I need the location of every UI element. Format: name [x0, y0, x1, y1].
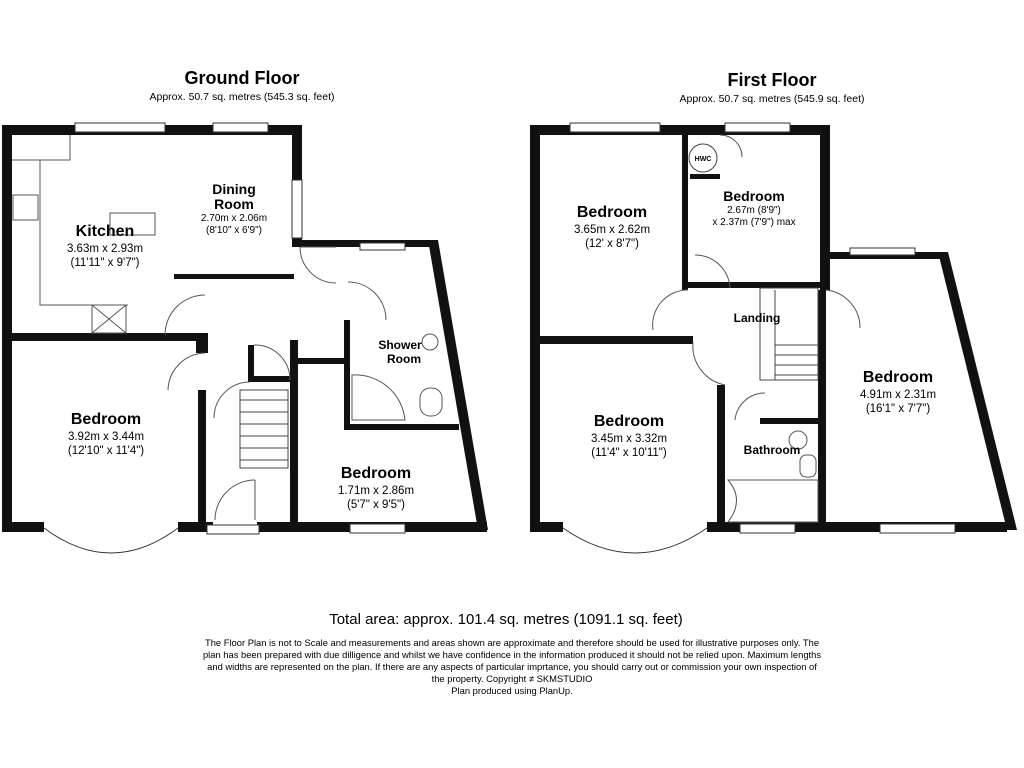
first-stairs	[760, 288, 818, 380]
disclaimer-line-2: plan has been prepared with due dilligence and whilst we have confidence in the information produced it should not be relied upon. Maximum lengths	[202, 649, 822, 660]
front-bedroom-name: Bedroom	[70, 411, 142, 428]
shower-name-2: Room	[387, 352, 421, 366]
kitchen-dim-m: 3.63m x 2.93m	[66, 243, 144, 255]
ground-floor-area: Approx. 50.7 sq. metres (545.3 sq. feet)	[149, 91, 335, 103]
disclaimer-line-5: Plan produced using PlanUp.	[451, 685, 573, 696]
dining-name-2: Room	[214, 196, 254, 212]
first-floor-title: First Floor	[727, 70, 817, 90]
first-bedroom-tl-dim-ft: (12' x 8'7")	[585, 238, 639, 250]
small-bedroom-name: Bedroom	[723, 188, 785, 204]
disclaimer-line-3: and widths are represented on the plan. If there are any aspects of particular imprtance, you should carry out or commission your own inspection of	[207, 661, 817, 672]
ground-bay-window	[44, 528, 178, 553]
total-area: Total area: approx. 101.4 sq. metres (1091.1 sq. feet)	[329, 611, 683, 628]
first-bedroom-tl-name: Bedroom	[576, 204, 648, 221]
landing-label: Landing	[733, 311, 781, 325]
dining-dim-ft: (8'10" x 6'9")	[206, 225, 262, 236]
rear-bedroom-name: Bedroom	[340, 465, 412, 482]
first-bay-window	[563, 528, 707, 553]
first-floor-area: Approx. 50.7 sq. metres (545.9 sq. feet)	[679, 93, 865, 105]
first-bedroom-bl-dim-ft: (11'4" x 10'11")	[591, 447, 667, 459]
ground-stairs	[240, 390, 288, 468]
rear-bedroom-dim-ft: (5'7" x 9'5")	[347, 499, 405, 511]
kitchen-name: Kitchen	[75, 223, 135, 240]
first-bedroom-right-name: Bedroom	[862, 369, 934, 386]
front-bedroom-dim-m: 3.92m x 3.44m	[67, 431, 145, 443]
first-bedroom-right-dim-m: 4.91m x 2.31m	[859, 389, 937, 401]
first-bedroom-right-dim-ft: (16'1" x 7'7")	[865, 403, 931, 415]
first-bedroom-tl-dim-m: 3.65m x 2.62m	[573, 224, 651, 236]
small-bedroom-dim-m: 2.67m (8'9")	[727, 205, 781, 216]
disclaimer-line-4: the property. Copyright ≠ SKMSTUDIO	[431, 673, 593, 684]
dining-name-1: Dining	[212, 181, 256, 197]
first-windows	[570, 123, 955, 533]
ground-floor-title: Ground Floor	[184, 68, 300, 88]
front-bedroom-dim-ft: (12'10" x 11'4")	[67, 445, 145, 457]
shower-name-1: Shower	[378, 338, 422, 352]
bathroom-label: Bathroom	[743, 443, 801, 457]
dining-dim-m: 2.70m x 2.06m	[200, 213, 268, 224]
kitchen-dim-ft: (11'11" x 9'7")	[70, 257, 140, 269]
disclaimer-line-1: The Floor Plan is not to Scale and measurements and areas shown are approximate and therefore should be used for illustrative purposes only. The	[204, 637, 820, 648]
first-walls	[530, 125, 1017, 532]
first-bedroom-bl-dim-m: 3.45m x 3.32m	[590, 433, 668, 445]
small-bedroom-dim-ft: x 2.37m (7'9") max	[712, 217, 796, 228]
hwc-cupboard	[689, 135, 742, 172]
rear-bedroom-dim-m: 1.71m x 2.86m	[337, 485, 415, 497]
first-bedroom-bl-name: Bedroom	[593, 413, 665, 430]
hwc-label: HWC	[694, 156, 712, 163]
